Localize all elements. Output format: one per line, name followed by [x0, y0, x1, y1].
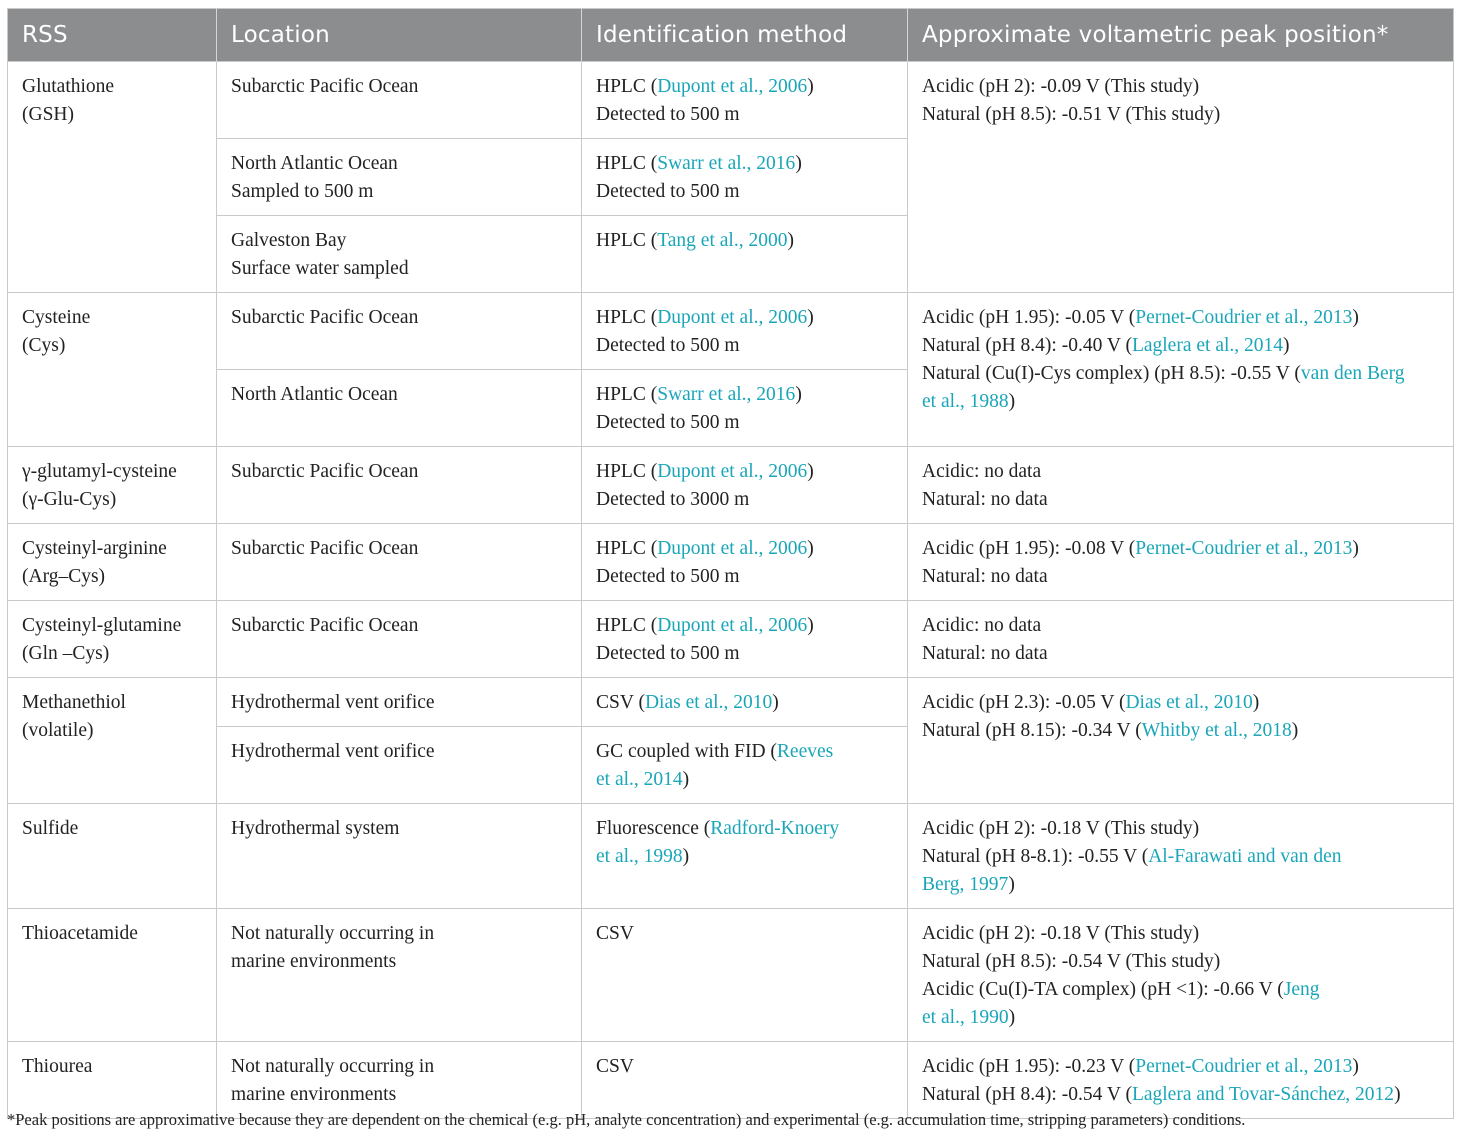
header-identification-method: Identification method [582, 9, 908, 62]
peak-line [922, 1053, 1443, 1081]
location-line: Subarctic Pacific Ocean [231, 615, 419, 636]
method-text: HPLC ( [596, 153, 658, 174]
header-location: Location [217, 9, 582, 62]
cell-identification-method [582, 293, 908, 370]
method-line [596, 640, 897, 668]
method-text: ) [772, 692, 779, 713]
citation-link[interactable]: Pernet-Coudrier et al., 2013 [1135, 538, 1353, 559]
method-text: ) [682, 769, 690, 790]
cell-identification-method [582, 601, 908, 678]
method-line [596, 381, 897, 409]
method-text: CSV [596, 1056, 634, 1077]
method-text: ) [787, 230, 794, 251]
cell-identification-method [582, 804, 908, 909]
table-row [8, 601, 1454, 678]
cell-identification-method [582, 447, 908, 524]
location-line: Hydrothermal vent orifice [231, 692, 435, 713]
peak-line [922, 843, 1443, 871]
location-line: marine environments [231, 951, 397, 972]
table-header [8, 9, 1454, 62]
peak-line [922, 458, 1443, 486]
location-line: Subarctic Pacific Ocean [231, 461, 419, 482]
table-body [8, 62, 1454, 1119]
peak-text: Acidic (pH 2): -0.09 V (This study) [922, 76, 1200, 97]
rss-name-line: Cysteinyl-glutamine [22, 615, 182, 636]
peak-text: Natural (pH 8.15): -0.34 V ( [922, 720, 1142, 741]
peak-text: Natural (Cu(I)-Cys complex) (pH 8.5): -0.55 V ( [922, 363, 1301, 384]
peak-line [922, 920, 1443, 948]
method-line [596, 920, 897, 948]
cell-rss [8, 601, 217, 678]
citation-link[interactable]: Swarr et al., 2016 [657, 153, 796, 174]
rss-name-line: Cysteine [22, 307, 91, 328]
method-line [596, 178, 897, 206]
cell-location [217, 601, 582, 678]
peak-text: ) [1252, 692, 1260, 713]
cell-identification-method [582, 727, 908, 804]
method-text: CSV ( [596, 692, 645, 713]
peak-line [922, 388, 1443, 416]
cell-rss [8, 1042, 217, 1119]
method-text: ) [807, 461, 814, 482]
peak-text: ) [1008, 391, 1016, 412]
cell-location [217, 524, 582, 601]
peak-text: ) [1394, 1084, 1401, 1105]
method-line [596, 486, 897, 514]
method-text: Detected to 500 m [596, 335, 740, 356]
cell-location [217, 62, 582, 139]
citation-link[interactable]: Pernet-Coudrier et al., 2013 [1135, 1056, 1353, 1077]
cell-voltametric-peak [908, 601, 1454, 678]
cell-voltametric-peak [908, 447, 1454, 524]
header-voltametric-peak: Approximate voltametric peak position* [908, 9, 1454, 62]
citation-link[interactable]: Dias et al., 2010 [1125, 692, 1253, 713]
cell-rss [8, 678, 217, 804]
peak-line [922, 689, 1443, 717]
peak-line [922, 948, 1443, 976]
citation-link[interactable]: Jeng [1283, 979, 1320, 1000]
location-line: Subarctic Pacific Ocean [231, 76, 419, 97]
peak-text: Natural (pH 8.5): -0.54 V (This study) [922, 951, 1221, 972]
cell-location [217, 370, 582, 447]
cell-voltametric-peak [908, 62, 1454, 293]
peak-text: Acidic (pH 2.3): -0.05 V ( [922, 692, 1126, 713]
cell-identification-method [582, 678, 908, 727]
citation-link[interactable]: Laglera et al., 2014 [1131, 335, 1284, 356]
location-line: Subarctic Pacific Ocean [231, 538, 419, 559]
citation-link[interactable]: Swarr et al., 2016 [657, 384, 796, 405]
citation-link[interactable]: Dupont et al., 2006 [657, 461, 808, 482]
cell-location [217, 216, 582, 293]
rss-name-line: (Arg–Cys) [22, 566, 106, 587]
method-line [596, 612, 897, 640]
peak-text: Acidic (pH 1.95): -0.08 V ( [922, 538, 1136, 559]
method-text: Detected to 3000 m [596, 489, 750, 510]
method-line [596, 458, 897, 486]
citation-link[interactable]: et al., 2014 [596, 769, 683, 790]
method-line [596, 304, 897, 332]
peak-text: Natural: no data [922, 566, 1048, 587]
location-line: Subarctic Pacific Ocean [231, 307, 419, 328]
rss-name-line: Thioacetamide [22, 923, 138, 944]
peak-text: Acidic (pH 1.95): -0.05 V ( [922, 307, 1136, 328]
cell-location [217, 727, 582, 804]
citation-link[interactable]: Berg, 1997 [922, 874, 1009, 895]
cell-identification-method [582, 62, 908, 139]
peak-text: Natural: no data [922, 489, 1048, 510]
method-line [596, 535, 897, 563]
peak-text: Acidic (pH 2): -0.18 V (This study) [922, 923, 1200, 944]
table-container [7, 8, 1453, 1119]
cell-location [217, 1042, 582, 1119]
cell-voltametric-peak [908, 909, 1454, 1042]
peak-text: ) [1291, 720, 1299, 741]
table-row [8, 62, 1454, 139]
method-text: Detected to 500 m [596, 412, 740, 433]
rss-name-line: γ-glutamyl-cysteine [22, 461, 177, 482]
citation-link[interactable]: Dupont et al., 2006 [657, 307, 808, 328]
rss-name-line: Thiourea [22, 1056, 93, 1077]
rss-name-line: (γ-Glu-Cys) [22, 489, 117, 510]
method-text: ) [807, 615, 814, 636]
method-text: HPLC ( [596, 538, 658, 559]
method-line [596, 332, 897, 360]
cell-identification-method [582, 909, 908, 1042]
rss-name-line: (volatile) [22, 720, 94, 741]
location-line: Hydrothermal system [231, 818, 400, 839]
peak-text: Acidic (Cu(I)-TA complex) (pH <1): -0.66 V ( [922, 979, 1284, 1000]
method-line [596, 1053, 897, 1081]
method-text: HPLC ( [596, 76, 658, 97]
cell-location [217, 678, 582, 727]
peak-text: Acidic (pH 1.95): -0.23 V ( [922, 1056, 1136, 1077]
cell-rss [8, 524, 217, 601]
peak-text: Acidic: no data [922, 615, 1042, 636]
citation-link[interactable]: Laglera and Tovar-Sánchez, 2012 [1131, 1084, 1395, 1105]
table-row [8, 447, 1454, 524]
peak-line [922, 486, 1443, 514]
method-line [596, 227, 897, 255]
peak-text: ) [1008, 1007, 1016, 1028]
method-line [596, 689, 897, 717]
method-text: GC coupled with FID ( [596, 741, 777, 762]
peak-text: ) [1008, 874, 1015, 895]
rss-name-line: Sulfide [22, 818, 79, 839]
citation-link[interactable]: Reeves [776, 741, 834, 762]
header-rss: RSS [8, 9, 217, 62]
peak-text: Acidic: no data [922, 461, 1042, 482]
method-text: ) [807, 307, 814, 328]
method-text: HPLC ( [596, 384, 658, 405]
table-row [8, 1042, 1454, 1119]
peak-text: ) [1352, 307, 1359, 328]
location-line: Not naturally occurring in [231, 1056, 435, 1077]
peak-line [922, 332, 1443, 360]
rss-name-line: Methanethiol [22, 692, 126, 713]
cell-identification-method [582, 524, 908, 601]
peak-line [922, 1081, 1443, 1109]
method-line [596, 73, 897, 101]
citation-link[interactable]: Tang et al., 2000 [657, 230, 788, 251]
method-line [596, 150, 897, 178]
rss-name-line: (Cys) [22, 335, 66, 356]
peak-text: ) [1352, 538, 1359, 559]
method-text: CSV [596, 923, 634, 944]
location-line: Surface water sampled [231, 258, 409, 279]
method-text: Fluorescence ( [596, 818, 711, 839]
cell-location [217, 293, 582, 370]
cell-rss [8, 909, 217, 1042]
cell-location [217, 909, 582, 1042]
method-text: ) [795, 153, 802, 174]
peak-text: Acidic (pH 2): -0.18 V (This study) [922, 818, 1200, 839]
peak-text: Natural (pH 8.4): -0.54 V ( [922, 1084, 1132, 1105]
cell-identification-method [582, 370, 908, 447]
cell-location [217, 139, 582, 216]
method-text: ) [807, 538, 814, 559]
method-text: Detected to 500 m [596, 566, 740, 587]
cell-voltametric-peak [908, 524, 1454, 601]
cell-rss [8, 62, 217, 293]
method-text: Detected to 500 m [596, 104, 740, 125]
method-line [596, 815, 897, 843]
citation-link[interactable]: Dupont et al., 2006 [657, 76, 808, 97]
method-text: HPLC ( [596, 307, 658, 328]
peak-line [922, 871, 1443, 899]
header-row [8, 9, 1454, 62]
method-line [596, 766, 897, 794]
location-line: Hydrothermal vent orifice [231, 741, 435, 762]
cell-identification-method [582, 139, 908, 216]
peak-text: Natural (pH 8.4): -0.40 V ( [922, 335, 1132, 356]
peak-line [922, 73, 1443, 101]
location-line: North Atlantic Ocean [231, 153, 398, 174]
peak-line [922, 563, 1443, 591]
cell-voltametric-peak [908, 1042, 1454, 1119]
method-text: HPLC ( [596, 461, 658, 482]
citation-link[interactable]: Al-Farawati and van den [1148, 846, 1342, 867]
rss-name-line: Cysteinyl-arginine [22, 538, 167, 559]
peak-text: ) [1352, 1056, 1359, 1077]
location-line: North Atlantic Ocean [231, 384, 398, 405]
table-row [8, 804, 1454, 909]
peak-text: ) [1283, 335, 1290, 356]
cell-voltametric-peak [908, 678, 1454, 804]
peak-line [922, 815, 1443, 843]
rss-name-line: (GSH) [22, 104, 74, 125]
location-line: Not naturally occurring in [231, 923, 435, 944]
method-text: ) [795, 384, 802, 405]
peak-line [922, 101, 1443, 129]
method-line [596, 101, 897, 129]
citation-link[interactable]: et al., 1988 [922, 391, 1009, 412]
citation-link[interactable]: Pernet-Coudrier et al., 2013 [1135, 307, 1353, 328]
cell-rss [8, 804, 217, 909]
citation-link[interactable]: van den Berg [1300, 363, 1405, 384]
peak-text: Natural (pH 8-8.1): -0.55 V ( [922, 846, 1149, 867]
cell-location [217, 804, 582, 909]
peak-text: Natural: no data [922, 643, 1048, 664]
peak-text: Natural (pH 8.5): -0.51 V (This study) [922, 104, 1221, 125]
cell-location [217, 447, 582, 524]
method-line [596, 409, 897, 437]
footnote: *Peak positions are approximative because they are dependent on the chemical (e.g. pH, analyte concentration) and experimental (e.g. accumulation time, stripping parameters) conditions. [7, 1110, 1246, 1129]
peak-line [922, 612, 1443, 640]
rss-table [7, 8, 1454, 1119]
table-row [8, 524, 1454, 601]
method-line [596, 738, 897, 766]
method-text: HPLC ( [596, 230, 658, 251]
method-text: Detected to 500 m [596, 181, 740, 202]
location-line: Galveston Bay [231, 230, 347, 251]
location-line: marine environments [231, 1084, 397, 1105]
cell-voltametric-peak [908, 804, 1454, 909]
method-text: ) [807, 76, 814, 97]
citation-link[interactable]: Whitby et al., 2018 [1141, 720, 1292, 741]
rss-name-line: Glutathione [22, 76, 115, 97]
method-text: ) [682, 846, 690, 867]
method-line [596, 563, 897, 591]
peak-line [922, 1004, 1443, 1032]
citation-link[interactable]: Dias et al., 2010 [644, 692, 773, 713]
citation-link[interactable]: Radford-Knoery [710, 818, 840, 839]
cell-identification-method [582, 216, 908, 293]
cell-rss [8, 293, 217, 447]
peak-line [922, 535, 1443, 563]
peak-line [922, 360, 1443, 388]
method-line [596, 843, 897, 871]
peak-line [922, 304, 1443, 332]
rss-name-line: (Gln –Cys) [22, 643, 110, 664]
location-line: Sampled to 500 m [231, 181, 374, 202]
citation-link[interactable]: et al., 1998 [596, 846, 683, 867]
citation-link[interactable]: Dupont et al., 2006 [657, 615, 808, 636]
method-text: Detected to 500 m [596, 643, 740, 664]
peak-line [922, 976, 1443, 1004]
cell-rss [8, 447, 217, 524]
table-row [8, 293, 1454, 370]
table-row [8, 909, 1454, 1042]
table-row [8, 678, 1454, 727]
peak-line [922, 717, 1443, 745]
cell-voltametric-peak [908, 293, 1454, 447]
peak-line [922, 640, 1443, 668]
cell-identification-method [582, 1042, 908, 1119]
method-text: HPLC ( [596, 615, 658, 636]
citation-link[interactable]: et al., 1990 [922, 1007, 1009, 1028]
citation-link[interactable]: Dupont et al., 2006 [657, 538, 808, 559]
